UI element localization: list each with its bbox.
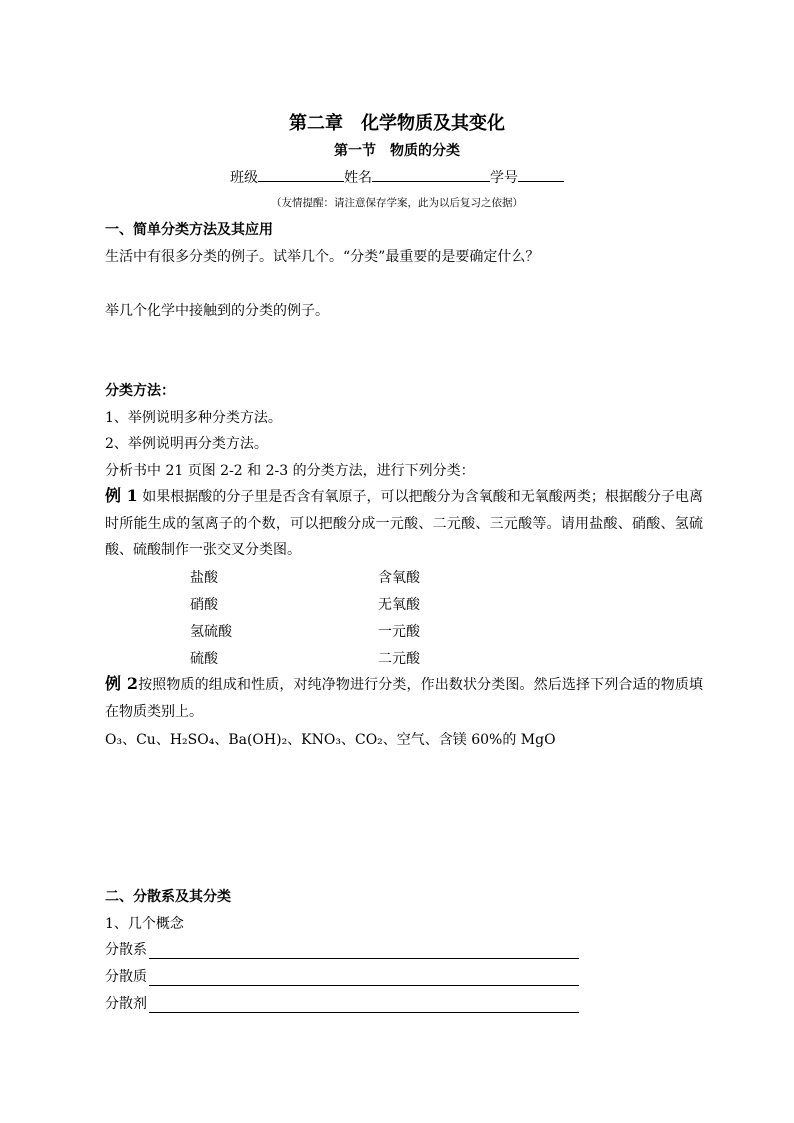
methods-heading: 分类方法： bbox=[105, 383, 175, 399]
name-blank[interactable] bbox=[372, 166, 490, 182]
question-1: 生活中有很多分类的例子。试举几个。“分类”最重要的是要确定什么？ bbox=[105, 249, 540, 265]
method-2: 2、举例说明再分类方法。 bbox=[105, 436, 268, 452]
example-2-text: 按照物质的组成和性质，对纯净物进行分类，作出数状分类图。然后选择下列合适的物质填在物质类别上。 bbox=[105, 677, 703, 720]
example-2-label: 例 2 bbox=[105, 674, 138, 693]
id-label: 学号 bbox=[490, 170, 518, 186]
acid-right-item: 一元酸 bbox=[378, 624, 420, 640]
term-row bbox=[105, 939, 579, 959]
reminder-note: （友情提醒：请注意保存学案，此为以后复习之依据） bbox=[271, 197, 523, 209]
term-row bbox=[105, 993, 579, 1013]
term-label: 分散系 bbox=[105, 942, 147, 958]
example-1-label: 例 1 bbox=[105, 486, 138, 505]
example-1-text: 如果根据酸的分子里是否含有氧原子，可以把酸分为含氧酸和无氧酸两类；根据酸分子电离时所能生成的氢离子的个数，可以把酸分成一元酸、二元酸、三元酸等。请用盐酸、硝酸、氢硫酸、硫酸制作一张交叉分类图。 bbox=[105, 489, 703, 558]
term-label: 分散剂 bbox=[105, 996, 147, 1012]
part1-heading: 一、简单分类方法及其应用 bbox=[105, 222, 273, 238]
substance-list: O₃、Cu、H₂SO₄、Ba(OH)₂、KNO₃、CO₂、空气、含镁 60%的 MgO bbox=[105, 732, 556, 748]
name-label: 姓名 bbox=[344, 170, 372, 186]
analysis-instruction: 分析书中 21 页图 2-2 和 2-3 的分类方法，进行下列分类： bbox=[105, 463, 475, 479]
acid-left-item: 氢硫酸 bbox=[190, 624, 232, 640]
acid-left-item: 硝酸 bbox=[190, 597, 218, 613]
term-blank[interactable] bbox=[149, 996, 579, 1013]
class-blank[interactable] bbox=[258, 166, 344, 182]
class-label: 班级 bbox=[230, 170, 258, 186]
acid-right-item: 无氧酸 bbox=[378, 597, 420, 613]
example-1 bbox=[105, 483, 703, 564]
question-2: 举几个化学中接触到的分类的例子。 bbox=[105, 303, 329, 319]
part2-heading: 二、分散系及其分类 bbox=[105, 889, 231, 905]
id-blank[interactable] bbox=[518, 166, 564, 182]
concepts-label: 1、几个概念 bbox=[105, 916, 184, 932]
acid-left-item: 盐酸 bbox=[190, 570, 218, 586]
method-1: 1、举例说明多种分类方法。 bbox=[105, 410, 282, 426]
term-label: 分散质 bbox=[105, 969, 147, 985]
term-blank[interactable] bbox=[149, 942, 579, 959]
page-title: 第二章 化学物质及其变化 bbox=[289, 113, 505, 134]
term-row bbox=[105, 966, 579, 986]
acid-right-item: 二元酸 bbox=[378, 651, 420, 667]
section-title: 第一节 物质的分类 bbox=[334, 143, 460, 159]
acid-left-item: 硫酸 bbox=[190, 651, 218, 667]
term-blank[interactable] bbox=[149, 969, 579, 986]
example-2 bbox=[105, 671, 703, 725]
acid-right-item: 含氧酸 bbox=[378, 570, 420, 586]
student-info-row bbox=[230, 166, 564, 187]
